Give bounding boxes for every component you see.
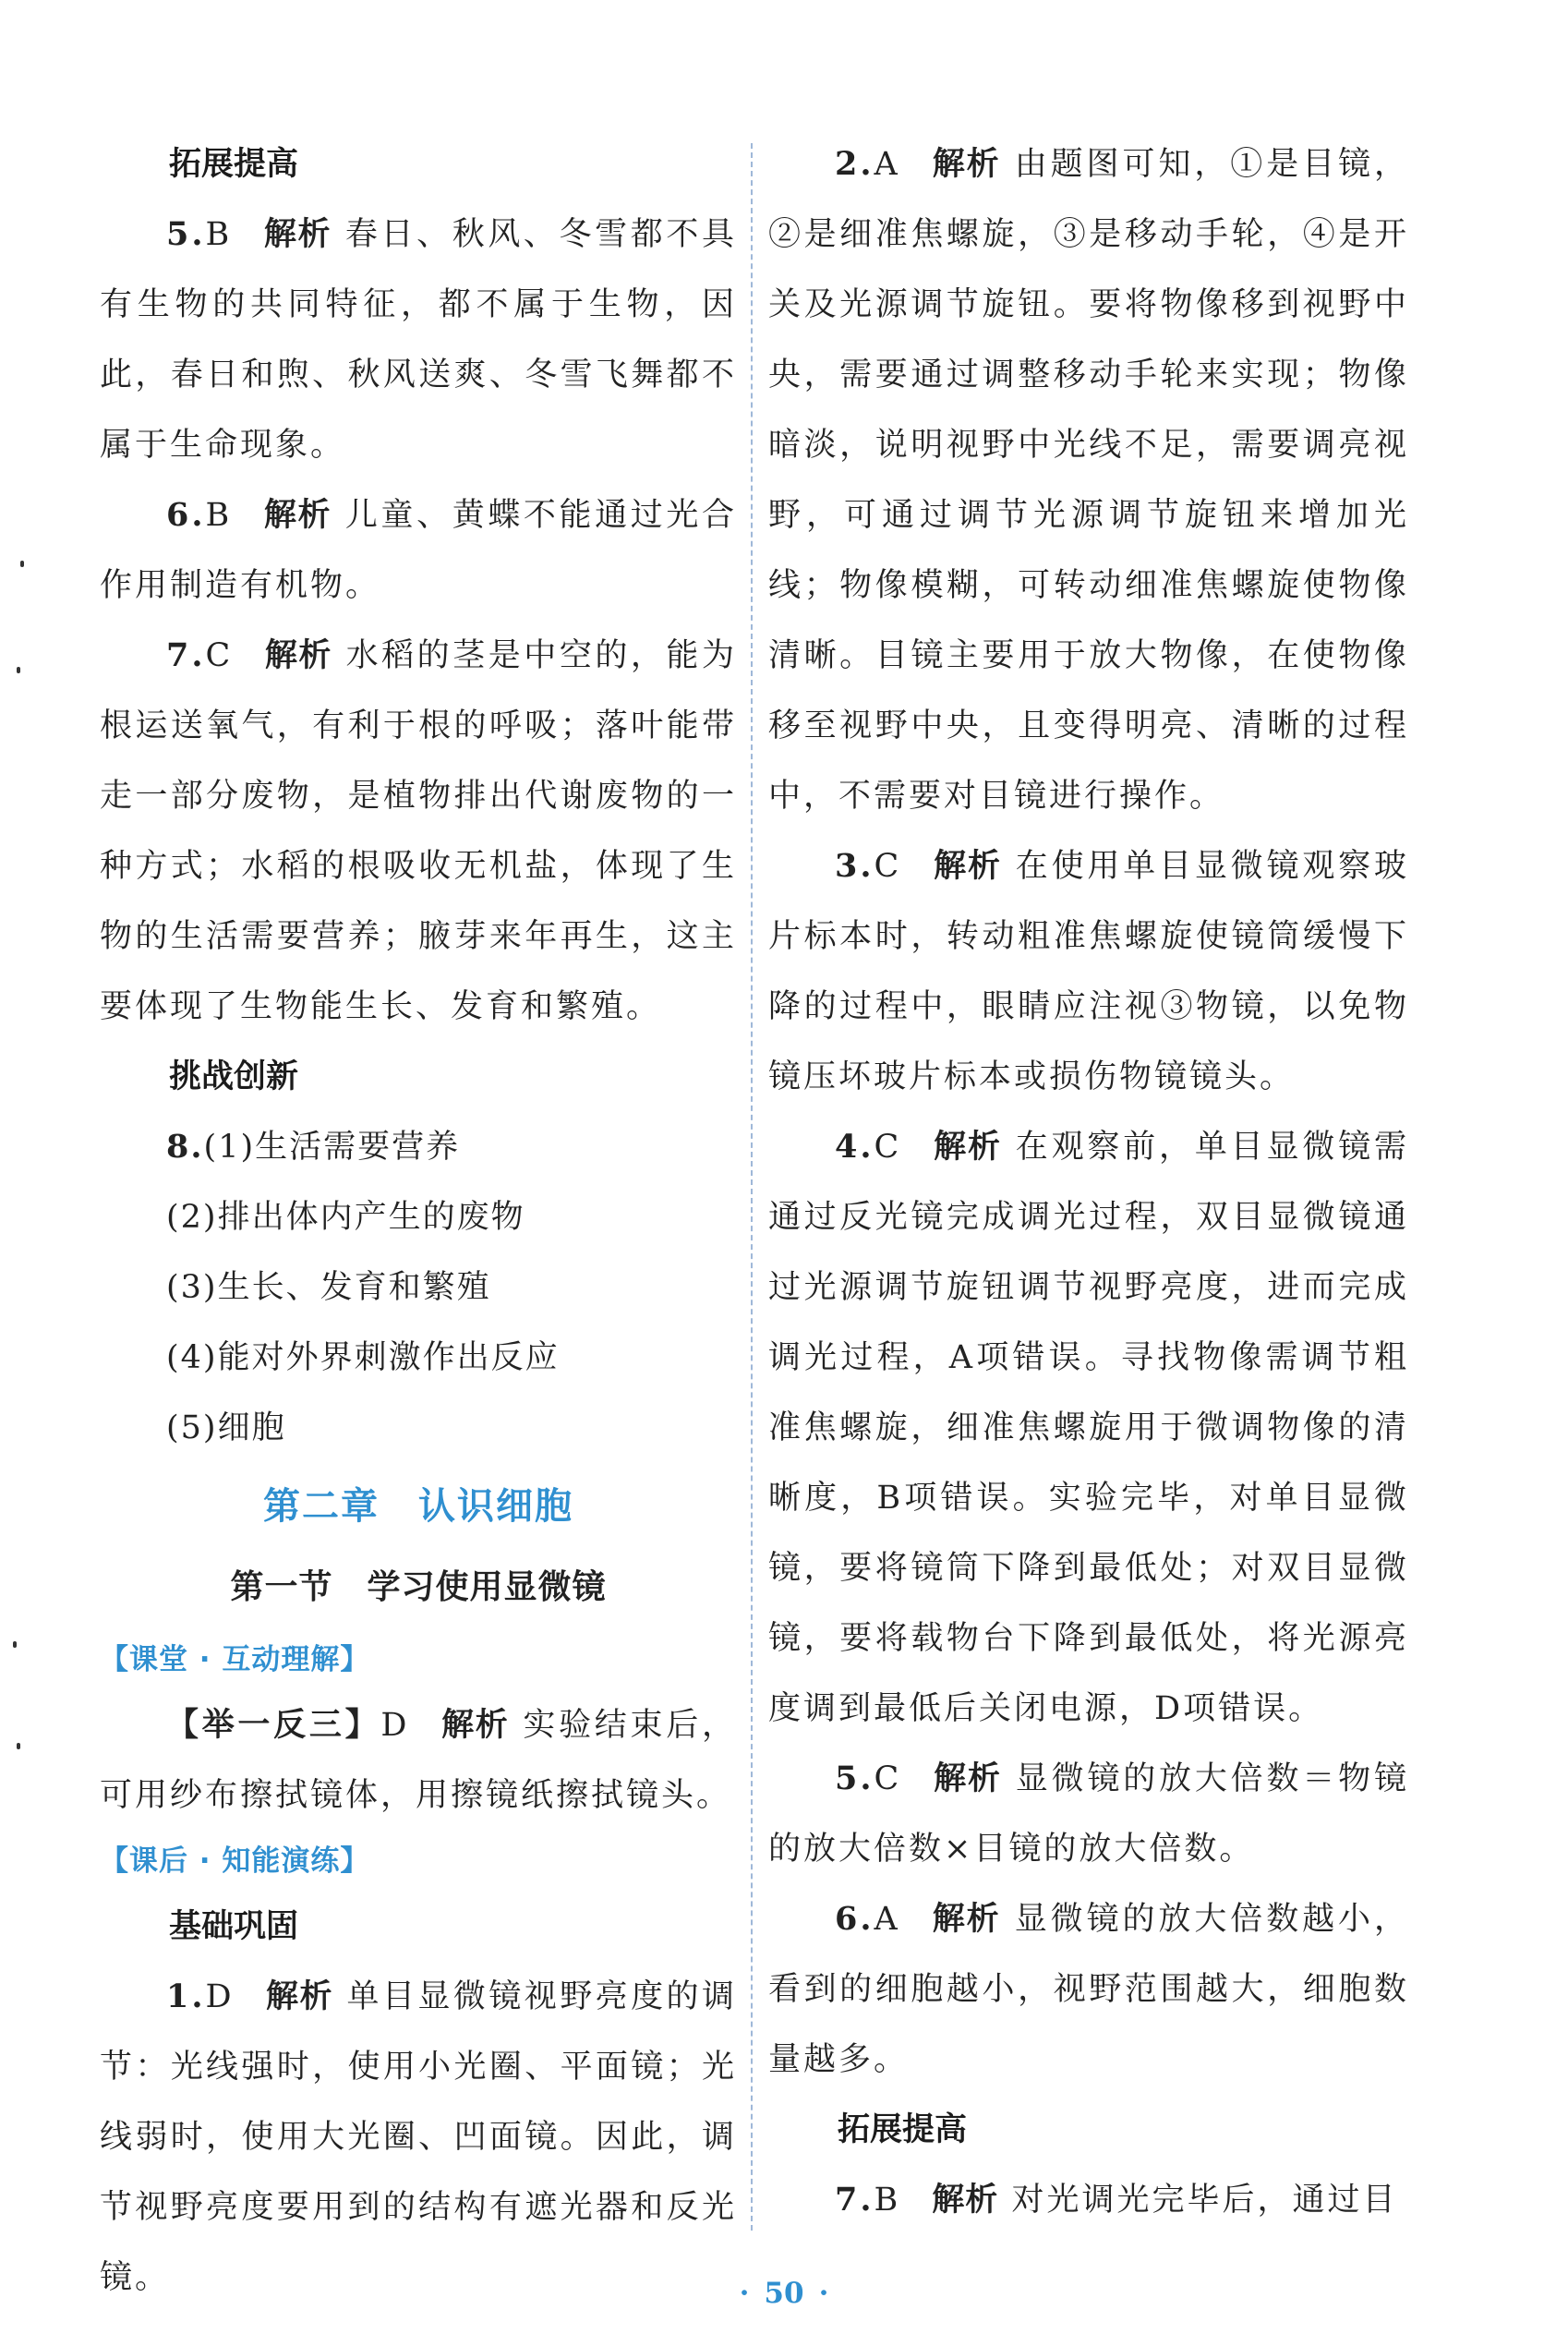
answer-7-right: 7.B 解析 对光调光完毕后，通过目: [835, 2181, 1398, 2219]
right-column: [768, 129, 1409, 2235]
jyfs-answer: 【举一反三】D 解析 实验结束后，可用纱布擦拭镜体，用擦镜纸擦拭镜头。: [100, 1707, 737, 1814]
answer-6-right: 6.A 解析 显微镜的放大倍数越小，看到的细胞越小，视野范围越大，细胞数量越多。: [768, 1900, 1409, 2078]
section-title: 第一节 学习使用显微镜: [230, 1568, 607, 1606]
answer-5-right: 5.C 解析 显微镜的放大倍数＝物镜的放大倍数×目镜的放大倍数。: [768, 1760, 1409, 1868]
heading-kehou: 【课后 · 知能演练】: [100, 1844, 370, 1878]
answer-3: 3.C 解析 在使用单目显微镜观察玻片标本时，转动粗准焦螺旋使镜筒缓慢下降的过程中，眼睛应注视③物镜，以免物镜压坏玻片标本或损伤物镜镜头。: [768, 847, 1409, 1095]
subheading-jichu: 基础巩固: [169, 1908, 299, 1945]
heading-ketang: 【课堂 · 互动理解】: [100, 1643, 370, 1676]
answer-8-item-4: (4)能对外界刺激作出反应: [166, 1339, 560, 1376]
scan-speck: [17, 1743, 20, 1749]
answer-8-item-3: (3)生长、发育和繁殖: [166, 1269, 491, 1306]
left-column: [100, 129, 737, 2313]
subheading-tiaozhan: 挑战创新: [169, 1058, 299, 1095]
answer-7: 7.C 解析 水稻的茎是中空的，能为根运送氧气，有利于根的呼吸；落叶能带走一部分废物，是植物排出代谢废物的一种方式；水稻的根吸收无机盐，体现了生物的生活需要营养；腋芽来年再生，这主要体现了生物能生长、发育和繁殖。: [100, 636, 737, 1025]
scan-speck: [13, 1641, 17, 1648]
page-number: 50: [764, 2277, 804, 2310]
subheading-tuozhan: 拓展提高: [169, 146, 299, 183]
answer-4: 4.C 解析 在观察前，单目显微镜需通过反光镜完成调光过程，双目显微镜通过光源调节旋钮调节视野亮度，进而完成调光过程，A项错误。寻找物像需调节粗准焦螺旋，细准焦螺旋用于微调物像的清晰度，B项错误。实验完毕，对单目显微镜，要将镜筒下降到最低处；对双目显微镜，要将载物台下降到最低处，将光源亮度调到最低后关闭电源，D项错误。: [768, 1128, 1409, 1727]
answer-5: 5.B 解析 春日、秋风、冬雪都不具有生物的共同特征，都不属于生物，因此，春日和煦、秋风送爽、冬雪飞舞都不属于生命现象。: [100, 215, 737, 464]
footer-dot-right: ·: [818, 2277, 829, 2310]
answer-6: 6.B 解析 儿童、黄蝶不能通过光合作用制造有机物。: [100, 496, 737, 604]
scan-speck: [20, 561, 24, 567]
scan-speck: [17, 667, 20, 673]
answer-2: 2.A 解析 由题图可知，①是目镜，②是细准焦螺旋，③是移动手轮，④是开关及光源调节旋钮。要将物像移到视野中央，需要通过调整移动手轮来实现；物像暗淡，说明视野中光线不足，需要调亮视野，可通过调节光源调节旋钮来增加光线；物像模糊，可转动细准焦螺旋使物像清晰。目镜主要用于放大物像，在使物像移至视野中央，且变得明亮、清晰的过程中，不需要对目镜进行操作。: [768, 145, 1409, 815]
column-divider: [751, 143, 753, 2231]
answer-8-item-5: (5)细胞: [166, 1409, 286, 1446]
answer-8-item-2: (2)排出体内产生的废物: [166, 1199, 525, 1236]
footer-dot-left: ·: [739, 2277, 750, 2310]
answer-1: 1.D 解析 单目显微镜视野亮度的调节：光线强时，使用小光圈、平面镜；光线弱时，使用大光圈、凹面镜。因此，调节视野亮度要用到的结构有遮光器和反光镜。: [100, 1977, 737, 2296]
chapter-title: 第二章 认识细胞: [263, 1485, 573, 1528]
answer-8-item-1: 8.(1)生活需要营养: [166, 1128, 461, 1166]
subheading-tuozhan-right: 拓展提高: [838, 2111, 968, 2148]
page-footer: [0, 2277, 1568, 2310]
